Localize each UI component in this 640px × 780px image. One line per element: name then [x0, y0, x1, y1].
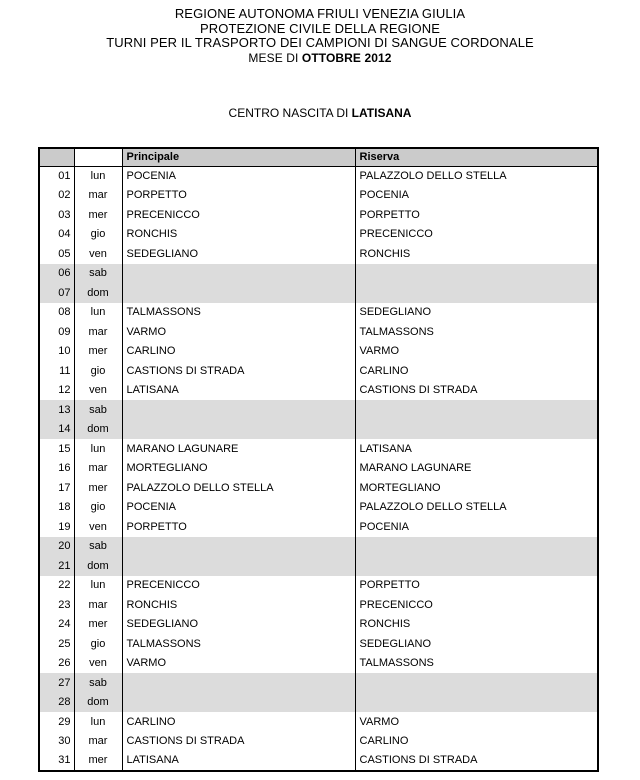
principale-cell: POCENIA [122, 498, 355, 518]
day-number-cell: 29 [39, 712, 74, 732]
table-row [39, 751, 598, 771]
birth-center-title [0, 106, 640, 120]
principale-cell: CASTIONS DI STRADA [122, 732, 355, 752]
day-abbrev-cell: mar [74, 322, 122, 342]
table-row [39, 615, 598, 635]
day-abbrev-cell: sab [74, 537, 122, 557]
table-row [39, 712, 598, 732]
day-abbrev-cell: ven [74, 654, 122, 674]
day-number-cell: 06 [39, 264, 74, 284]
title-region: REGIONE AUTONOMA FRIULI VENEZIA GIULIA [174, 6, 466, 21]
day-abbrev-cell: mer [74, 342, 122, 362]
day-abbrev-cell: mer [74, 478, 122, 498]
table-row [39, 303, 598, 323]
header-riserva: Riserva [355, 148, 598, 166]
day-abbrev-cell: lun [74, 166, 122, 186]
principale-cell: MARANO LAGUNARE [122, 439, 355, 459]
day-number-cell: 03 [39, 205, 74, 225]
riserva-cell: PRECENICCO [355, 225, 598, 245]
day-abbrev-cell: dom [74, 693, 122, 713]
riserva-cell: LATISANA [355, 439, 598, 459]
principale-cell: CASTIONS DI STRADA [122, 361, 355, 381]
riserva-cell: CARLINO [355, 732, 598, 752]
table-row [39, 244, 598, 264]
day-number-cell: 04 [39, 225, 74, 245]
day-number-cell: 21 [39, 556, 74, 576]
day-number-cell: 10 [39, 342, 74, 362]
riserva-cell [355, 400, 598, 420]
riserva-cell [355, 537, 598, 557]
day-number-cell: 13 [39, 400, 74, 420]
principale-cell: POCENIA [122, 166, 355, 186]
principale-cell: CARLINO [122, 342, 355, 362]
table-row [39, 517, 598, 537]
riserva-cell: SEDEGLIANO [355, 634, 598, 654]
principale-cell [122, 400, 355, 420]
day-abbrev-cell: mar [74, 595, 122, 615]
table-row [39, 381, 598, 401]
day-abbrev-cell: ven [74, 244, 122, 264]
birth-center-name: LATISANA [351, 106, 412, 120]
riserva-cell: RONCHIS [355, 244, 598, 264]
day-abbrev-cell: mar [74, 459, 122, 479]
day-number-cell: 18 [39, 498, 74, 518]
riserva-cell: MARANO LAGUNARE [355, 459, 598, 479]
table-row [39, 322, 598, 342]
riserva-cell: PORPETTO [355, 576, 598, 596]
day-abbrev-cell: gio [74, 361, 122, 381]
table-row [39, 576, 598, 596]
riserva-cell: CARLINO [355, 361, 598, 381]
riserva-cell: MORTEGLIANO [355, 478, 598, 498]
table-row [39, 439, 598, 459]
table-row [39, 400, 598, 420]
day-number-cell: 16 [39, 459, 74, 479]
table-row [39, 205, 598, 225]
day-abbrev-cell: sab [74, 400, 122, 420]
riserva-cell: RONCHIS [355, 615, 598, 635]
riserva-cell: CASTIONS DI STRADA [355, 751, 598, 771]
day-abbrev-cell: dom [74, 556, 122, 576]
day-number-cell: 31 [39, 751, 74, 771]
day-number-cell: 20 [39, 537, 74, 557]
month-prefix: MESE DI [248, 50, 302, 65]
riserva-cell: PRECENICCO [355, 595, 598, 615]
principale-cell: RONCHIS [122, 225, 355, 245]
riserva-cell: CASTIONS DI STRADA [355, 381, 598, 401]
riserva-cell: POCENIA [355, 186, 598, 206]
title-month [0, 51, 640, 65]
day-abbrev-cell: gio [74, 634, 122, 654]
day-abbrev-cell: lun [74, 303, 122, 323]
day-abbrev-cell: dom [74, 283, 122, 303]
day-number-cell: 22 [39, 576, 74, 596]
principale-cell [122, 264, 355, 284]
principale-cell: PRECENICCO [122, 205, 355, 225]
table-header-row [39, 148, 598, 166]
table-row [39, 654, 598, 674]
day-number-cell: 14 [39, 420, 74, 440]
day-abbrev-cell: ven [74, 381, 122, 401]
riserva-cell [355, 264, 598, 284]
day-number-cell: 17 [39, 478, 74, 498]
day-abbrev-cell: mer [74, 615, 122, 635]
day-number-cell: 12 [39, 381, 74, 401]
principale-cell: PORPETTO [122, 517, 355, 537]
day-abbrev-cell: lun [74, 439, 122, 459]
principale-cell: PALAZZOLO DELLO STELLA [122, 478, 355, 498]
table-row [39, 673, 598, 693]
riserva-cell [355, 420, 598, 440]
principale-cell [122, 537, 355, 557]
principale-cell: SEDEGLIANO [122, 244, 355, 264]
principale-cell: MORTEGLIANO [122, 459, 355, 479]
table-row [39, 595, 598, 615]
table-row [39, 264, 598, 284]
day-abbrev-cell: dom [74, 420, 122, 440]
table-row [39, 361, 598, 381]
day-number-cell: 02 [39, 186, 74, 206]
title-civil-protection: PROTEZIONE CIVILE DELLA REGIONE [199, 20, 441, 36]
principale-cell [122, 420, 355, 440]
riserva-cell [355, 556, 598, 576]
riserva-cell: SEDEGLIANO [355, 303, 598, 323]
riserva-cell: PALAZZOLO DELLO STELLA [355, 166, 598, 186]
principale-cell: VARMO [122, 322, 355, 342]
day-number-cell: 25 [39, 634, 74, 654]
day-number-cell: 07 [39, 283, 74, 303]
table-row [39, 166, 598, 186]
table-row [39, 693, 598, 713]
principale-cell: PORPETTO [122, 186, 355, 206]
day-abbrev-cell: gio [74, 225, 122, 245]
day-abbrev-cell: lun [74, 712, 122, 732]
day-abbrev-cell: mar [74, 186, 122, 206]
day-abbrev-cell: ven [74, 517, 122, 537]
riserva-cell: PORPETTO [355, 205, 598, 225]
header-day-number [39, 148, 74, 166]
principale-cell: SEDEGLIANO [122, 615, 355, 635]
table-row [39, 186, 598, 206]
riserva-cell: TALMASSONS [355, 654, 598, 674]
shift-schedule-table [38, 147, 599, 772]
principale-cell: TALMASSONS [122, 303, 355, 323]
riserva-cell [355, 693, 598, 713]
table-row [39, 459, 598, 479]
day-number-cell: 15 [39, 439, 74, 459]
table-row [39, 537, 598, 557]
table-row [39, 283, 598, 303]
day-number-cell: 11 [39, 361, 74, 381]
table-row [39, 498, 598, 518]
day-abbrev-cell: mer [74, 751, 122, 771]
document-header [0, 7, 640, 65]
day-number-cell: 09 [39, 322, 74, 342]
riserva-cell: PALAZZOLO DELLO STELLA [355, 498, 598, 518]
riserva-cell: TALMASSONS [355, 322, 598, 342]
principale-cell: LATISANA [122, 751, 355, 771]
principale-cell [122, 673, 355, 693]
day-number-cell: 05 [39, 244, 74, 264]
birth-center-prefix: CENTRO NASCITA DI [228, 106, 352, 120]
table-row [39, 420, 598, 440]
riserva-cell [355, 673, 598, 693]
principale-cell: PRECENICCO [122, 576, 355, 596]
riserva-cell: VARMO [355, 712, 598, 732]
day-number-cell: 30 [39, 732, 74, 752]
principale-cell [122, 283, 355, 303]
principale-cell: CARLINO [122, 712, 355, 732]
day-abbrev-cell: gio [74, 498, 122, 518]
title-shifts: TURNI PER IL TRASPORTO DEI CAMPIONI DI SANGUE CORDONALE [106, 35, 534, 51]
table-row [39, 225, 598, 245]
month-value: OTTOBRE 2012 [301, 50, 392, 65]
principale-cell: LATISANA [122, 381, 355, 401]
table-row [39, 478, 598, 498]
table-row [39, 556, 598, 576]
day-number-cell: 23 [39, 595, 74, 615]
riserva-cell: VARMO [355, 342, 598, 362]
riserva-cell [355, 283, 598, 303]
day-abbrev-cell: lun [74, 576, 122, 596]
day-abbrev-cell: mar [74, 732, 122, 752]
principale-cell: VARMO [122, 654, 355, 674]
header-day-abbrev [74, 148, 122, 166]
table-row [39, 634, 598, 654]
riserva-cell: POCENIA [355, 517, 598, 537]
day-number-cell: 01 [39, 166, 74, 186]
table-body [39, 166, 598, 771]
table-row [39, 732, 598, 752]
day-number-cell: 24 [39, 615, 74, 635]
day-abbrev-cell: mer [74, 205, 122, 225]
table-row [39, 342, 598, 362]
header-principale: Principale [122, 148, 355, 166]
principale-cell [122, 556, 355, 576]
day-number-cell: 08 [39, 303, 74, 323]
day-number-cell: 27 [39, 673, 74, 693]
principale-cell: RONCHIS [122, 595, 355, 615]
day-number-cell: 19 [39, 517, 74, 537]
day-number-cell: 26 [39, 654, 74, 674]
principale-cell [122, 693, 355, 713]
day-abbrev-cell: sab [74, 673, 122, 693]
day-number-cell: 28 [39, 693, 74, 713]
principale-cell: TALMASSONS [122, 634, 355, 654]
day-abbrev-cell: sab [74, 264, 122, 284]
